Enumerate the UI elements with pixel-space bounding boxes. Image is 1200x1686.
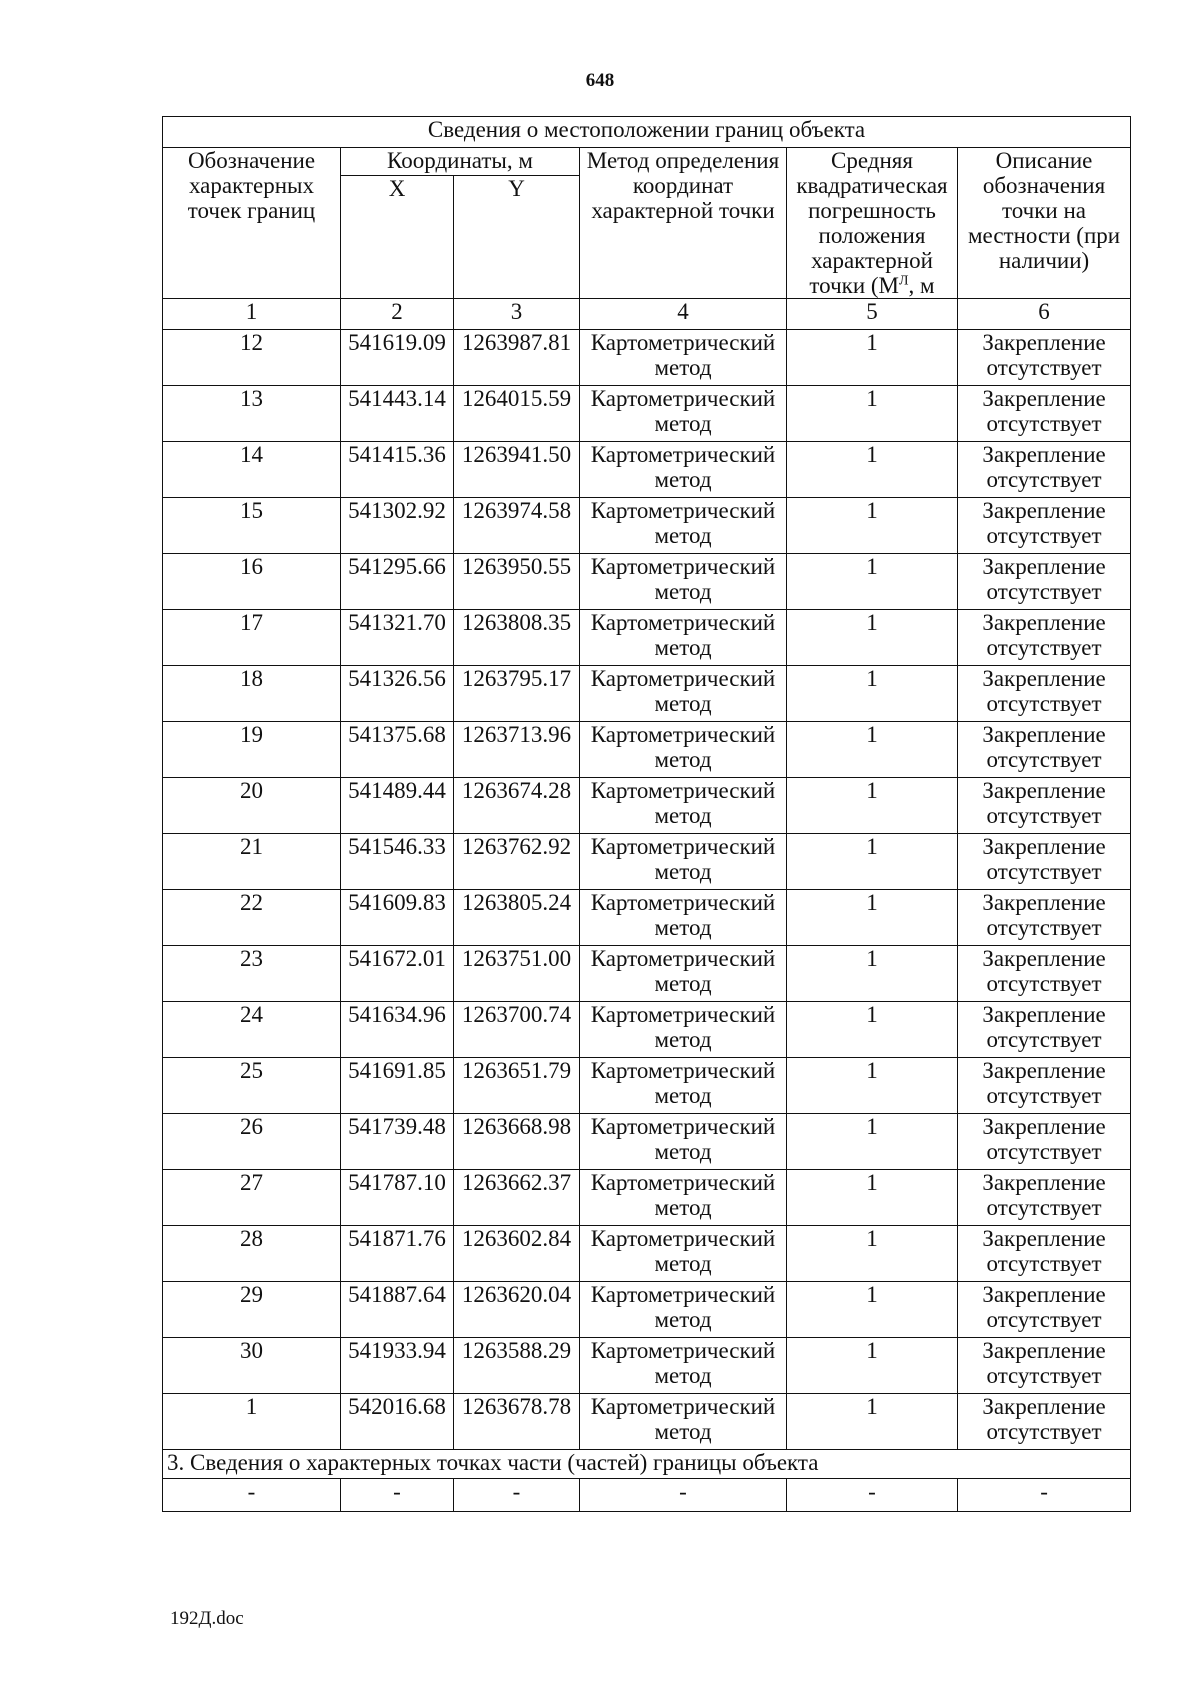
cell-error: 1 (787, 498, 958, 554)
cell-point: 14 (163, 442, 341, 498)
table-row (163, 1002, 1131, 1058)
header-row (163, 148, 1131, 176)
table-row (163, 610, 1131, 666)
cell-x: 541326.56 (341, 666, 454, 722)
cell-y: 1263974.58 (454, 498, 580, 554)
cell-point: 27 (163, 1170, 341, 1226)
cell-point: 30 (163, 1338, 341, 1394)
cell-point: 25 (163, 1058, 341, 1114)
cell-point: 1 (163, 1394, 341, 1450)
cell-method: Картометрический метод (580, 946, 787, 1002)
cell-y: 1263620.04 (454, 1282, 580, 1338)
cell-y: 1263795.17 (454, 666, 580, 722)
cell-description: Закрепление отсутствует (958, 666, 1131, 722)
table-row (163, 498, 1131, 554)
cell-method: Картометрический метод (580, 834, 787, 890)
cell-y: 1263651.79 (454, 1058, 580, 1114)
cell-point: 22 (163, 890, 341, 946)
table-row (163, 1114, 1131, 1170)
cell-description: Закрепление отсутствует (958, 722, 1131, 778)
cell-method: Картометрический метод (580, 890, 787, 946)
cell-error: 1 (787, 1282, 958, 1338)
empty-cell: - (787, 1479, 958, 1512)
cell-x: 541415.36 (341, 442, 454, 498)
table-row (163, 330, 1131, 386)
table-row (163, 442, 1131, 498)
cell-point: 24 (163, 1002, 341, 1058)
cell-x: 541375.68 (341, 722, 454, 778)
cell-error: 1 (787, 946, 958, 1002)
cell-description: Закрепление отсутствует (958, 554, 1131, 610)
cell-error: 1 (787, 1394, 958, 1450)
column-number: 3 (454, 299, 580, 330)
cell-y: 1263751.00 (454, 946, 580, 1002)
cell-error: 1 (787, 1058, 958, 1114)
header-error (787, 148, 958, 299)
cell-method: Картометрический метод (580, 1394, 787, 1450)
cell-x: 541739.48 (341, 1114, 454, 1170)
cell-x: 541887.64 (341, 1282, 454, 1338)
cell-description: Закрепление отсутствует (958, 442, 1131, 498)
table-row (163, 834, 1131, 890)
cell-point: 13 (163, 386, 341, 442)
column-number: 2 (341, 299, 454, 330)
cell-description: Закрепление отсутствует (958, 1114, 1131, 1170)
cell-error: 1 (787, 778, 958, 834)
column-number-row (163, 299, 1131, 330)
empty-cell: - (341, 1479, 454, 1512)
cell-description: Закрепление отсутствует (958, 946, 1131, 1002)
boundary-table (162, 116, 1131, 1512)
cell-y: 1263674.28 (454, 778, 580, 834)
cell-error: 1 (787, 386, 958, 442)
cell-method: Картометрический метод (580, 778, 787, 834)
cell-y: 1263950.55 (454, 554, 580, 610)
cell-error: 1 (787, 1338, 958, 1394)
cell-description: Закрепление отсутствует (958, 1170, 1131, 1226)
cell-y: 1263987.81 (454, 330, 580, 386)
cell-y: 1263713.96 (454, 722, 580, 778)
table-row (163, 1338, 1131, 1394)
header-y: Y (454, 176, 580, 299)
cell-y: 1263602.84 (454, 1226, 580, 1282)
cell-y: 1263808.35 (454, 610, 580, 666)
cell-method: Картометрический метод (580, 1338, 787, 1394)
cell-description: Закрепление отсутствует (958, 386, 1131, 442)
cell-error: 1 (787, 442, 958, 498)
table-title: Сведения о местоположении границ объекта (163, 117, 1131, 148)
header-method: Метод определения координат характерной точки (580, 148, 787, 299)
table-row (163, 1394, 1131, 1450)
empty-cell: - (958, 1479, 1131, 1512)
table-row (163, 1170, 1131, 1226)
table-row (163, 1226, 1131, 1282)
table-row (163, 554, 1131, 610)
cell-point: 16 (163, 554, 341, 610)
header-x: X (341, 176, 454, 299)
cell-point: 29 (163, 1282, 341, 1338)
cell-description: Закрепление отсутствует (958, 834, 1131, 890)
table-row (163, 1058, 1131, 1114)
cell-point: 23 (163, 946, 341, 1002)
column-number: 4 (580, 299, 787, 330)
cell-method: Картометрический метод (580, 330, 787, 386)
cell-y: 1263662.37 (454, 1170, 580, 1226)
cell-description: Закрепление отсутствует (958, 1338, 1131, 1394)
cell-x: 541295.66 (341, 554, 454, 610)
cell-point: 28 (163, 1226, 341, 1282)
cell-error: 1 (787, 666, 958, 722)
table-row (163, 386, 1131, 442)
cell-y: 1263941.50 (454, 442, 580, 498)
page-number: 648 (585, 70, 615, 91)
cell-x: 541672.01 (341, 946, 454, 1002)
cell-point: 18 (163, 666, 341, 722)
cell-y: 1264015.59 (454, 386, 580, 442)
cell-point: 20 (163, 778, 341, 834)
cell-x: 541609.83 (341, 890, 454, 946)
cell-x: 541619.09 (341, 330, 454, 386)
footer-filename: 192Д.doc (170, 1608, 244, 1629)
table-row (163, 1282, 1131, 1338)
cell-method: Картометрический метод (580, 1058, 787, 1114)
cell-method: Картометрический метод (580, 666, 787, 722)
empty-row (163, 1479, 1131, 1512)
table-row (163, 890, 1131, 946)
table-row (163, 666, 1131, 722)
cell-point: 21 (163, 834, 341, 890)
empty-cell: - (454, 1479, 580, 1512)
cell-description: Закрепление отсутствует (958, 1226, 1131, 1282)
cell-point: 19 (163, 722, 341, 778)
cell-description: Закрепление отсутствует (958, 330, 1131, 386)
cell-method: Картометрический метод (580, 386, 787, 442)
empty-cell: - (580, 1479, 787, 1512)
column-number: 1 (163, 299, 341, 330)
cell-x: 541489.44 (341, 778, 454, 834)
table-row (163, 946, 1131, 1002)
header-point-designation: Обозначение характерных точек границ (163, 148, 341, 299)
cell-description: Закрепление отсутствует (958, 1002, 1131, 1058)
table-row (163, 722, 1131, 778)
cell-description: Закрепление отсутствует (958, 890, 1131, 946)
cell-method: Картометрический метод (580, 1114, 787, 1170)
cell-error: 1 (787, 610, 958, 666)
cell-error: 1 (787, 554, 958, 610)
cell-error: 1 (787, 890, 958, 946)
empty-cell: - (163, 1479, 341, 1512)
cell-point: 15 (163, 498, 341, 554)
cell-description: Закрепление отсутствует (958, 1394, 1131, 1450)
cell-method: Картометрический метод (580, 442, 787, 498)
cell-point: 17 (163, 610, 341, 666)
cell-description: Закрепление отсутствует (958, 610, 1131, 666)
cell-error: 1 (787, 1170, 958, 1226)
header-error-tail: , м (908, 273, 935, 298)
cell-y: 1263700.74 (454, 1002, 580, 1058)
cell-method: Картометрический метод (580, 1226, 787, 1282)
cell-method: Картометрический метод (580, 722, 787, 778)
cell-x: 541691.85 (341, 1058, 454, 1114)
cell-y: 1263678.78 (454, 1394, 580, 1450)
cell-method: Картометрический метод (580, 554, 787, 610)
cell-method: Картометрический метод (580, 1002, 787, 1058)
cell-error: 1 (787, 1226, 958, 1282)
column-number: 6 (958, 299, 1131, 330)
header-error-sup: Л (899, 273, 909, 289)
section-row (163, 1450, 1131, 1479)
table-row (163, 778, 1131, 834)
cell-x: 542016.68 (341, 1394, 454, 1450)
cell-error: 1 (787, 1114, 958, 1170)
header-error-text: Средняя квадратическая погрешность положения характерной точки (M (796, 148, 948, 298)
header-description: Описание обозначения точки на местности (при наличии) (958, 148, 1131, 299)
cell-x: 541787.10 (341, 1170, 454, 1226)
cell-error: 1 (787, 330, 958, 386)
cell-method: Картометрический метод (580, 1170, 787, 1226)
table-title-row (163, 117, 1131, 148)
cell-y: 1263668.98 (454, 1114, 580, 1170)
cell-description: Закрепление отсутствует (958, 778, 1131, 834)
cell-error: 1 (787, 722, 958, 778)
section-title: 3. Сведения о характерных точках части (частей) границы объекта (163, 1450, 1131, 1479)
cell-description: Закрепление отсутствует (958, 1282, 1131, 1338)
cell-x: 541871.76 (341, 1226, 454, 1282)
column-number: 5 (787, 299, 958, 330)
cell-x: 541302.92 (341, 498, 454, 554)
cell-x: 541933.94 (341, 1338, 454, 1394)
cell-y: 1263588.29 (454, 1338, 580, 1394)
cell-x: 541321.70 (341, 610, 454, 666)
cell-x: 541546.33 (341, 834, 454, 890)
cell-y: 1263805.24 (454, 890, 580, 946)
cell-y: 1263762.92 (454, 834, 580, 890)
cell-method: Картометрический метод (580, 1282, 787, 1338)
cell-description: Закрепление отсутствует (958, 1058, 1131, 1114)
cell-error: 1 (787, 834, 958, 890)
cell-description: Закрепление отсутствует (958, 498, 1131, 554)
header-coordinates: Координаты, м (341, 148, 580, 176)
cell-method: Картометрический метод (580, 498, 787, 554)
cell-point: 12 (163, 330, 341, 386)
cell-error: 1 (787, 1002, 958, 1058)
cell-point: 26 (163, 1114, 341, 1170)
cell-x: 541634.96 (341, 1002, 454, 1058)
cell-method: Картометрический метод (580, 610, 787, 666)
cell-x: 541443.14 (341, 386, 454, 442)
